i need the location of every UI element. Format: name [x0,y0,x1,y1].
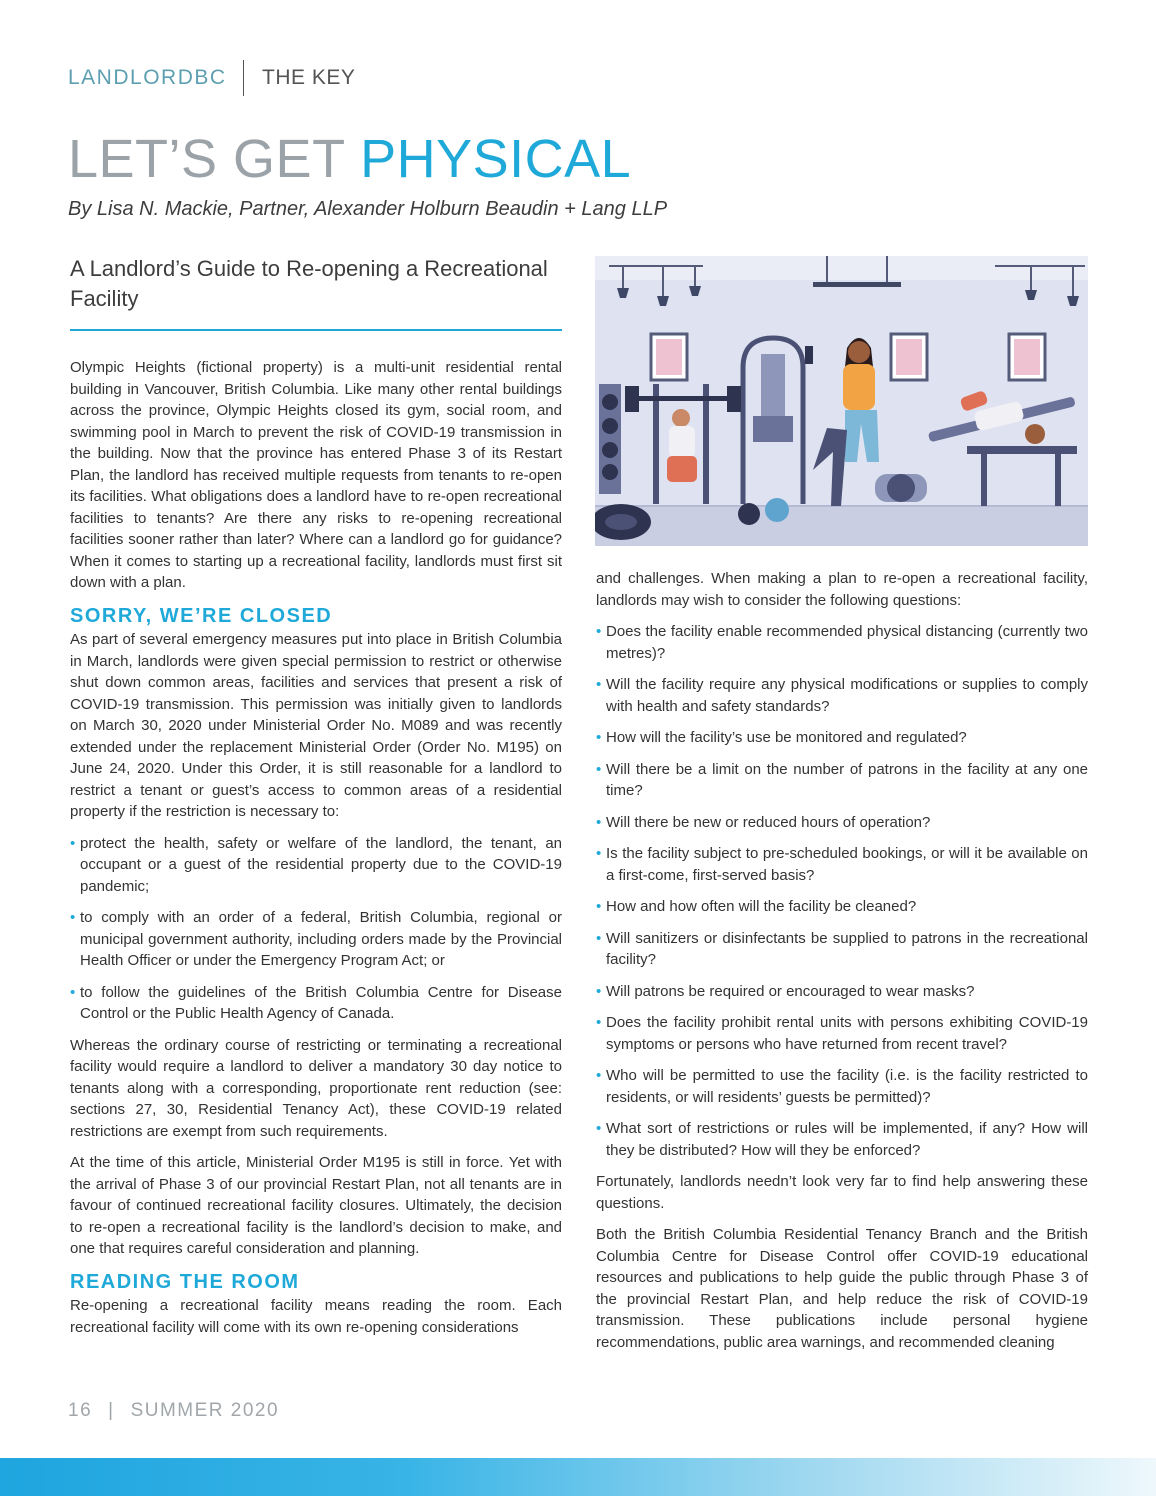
right-column [596,568,1088,1363]
list-item: • Will there be new or reduced hours of operation? [596,812,1088,834]
body-paragraph: As part of several emergency measures put into place in British Columbia in March, landlords were given special permission to restrict or otherwise shut down common areas, facilities and services that present a risk of COVID-19 transmission. This permission was initially given to landlords on March 30, 2020 under Ministerial Order No. M089 and was recently extended under the replacement Ministerial Order (Order No. M195) on June 24, 2020. Under this Order, it is still reasonable for a landlord to restrict a tenant or guest’s access to common areas of a residential property if the restriction is necessary to: [70,631,562,820]
list-item: • to follow the guidelines of the British Columbia Centre for Disease Control or the Public Health Agency of Canada. [70,982,562,1025]
masthead-divider [243,60,245,96]
footer-separator: | [108,1400,115,1421]
section-name: THE KEY [262,66,356,89]
body-paragraph: At the time of this article, Ministerial Order M195 is still in force. Yet with the arrival of Phase 3 of our provincial Restart Plan, not all tenants are in favour of continued recreational facility closures. Ultimately, the decision to re-open a recreational facility is the landlord’s decision to make, and one that requires careful consideration and planning. [70,1154,562,1257]
list-item: • to comply with an order of a federal, British Columbia, regional or municipal government authority, including orders made by the Provincial Health Officer or under the Emergency Program Act; or [70,907,562,972]
list-item: • Does the facility enable recommended physical distancing (currently two metres)? [596,621,1088,664]
body-paragraph: Re-opening a recreational facility means reading the room. Each recreational facility will come with its own re-opening considerations [70,1297,562,1336]
list-item: • Will there be a limit on the number of patrons in the facility at any one time? [596,759,1088,802]
section-heading-reading: READING THE ROOM [70,1270,300,1293]
section-heading-closed: SORRY, WE’RE CLOSED [70,604,333,627]
headline-highlight: PHYSICAL [360,129,632,189]
list-item: • Who will be permitted to use the facility (i.e. is the facility restricted to residents, or will residents’ guests be permitted)? [596,1065,1088,1108]
left-column [70,357,562,1348]
body-paragraph: Both the British Columbia Residential Tenancy Branch and the British Columbia Centre for Disease Control offer COVID-19 educational resources and publications to help guide the public through Phase 3 of the provincial Restart Plan, and help reduce the risk of COVID-19 transmission. These publications include personal hygiene recommendations, public area warnings, and recommended cleaning [596,1226,1088,1351]
brand-logo: LANDLORDBC [68,66,227,89]
question-list [596,621,1088,1161]
page-footer [68,1400,279,1422]
list-item: • Will patrons be required or encouraged to wear masks? [596,981,1088,1003]
body-paragraph: and challenges. When making a plan to re-open a recreational facility, landlords may wish to consider the following questions: [596,570,1088,609]
headline-prefix: LET’S GET [68,129,361,189]
subtitle-divider [70,329,562,331]
article-subtitle: A Landlord’s Guide to Re-opening a Recreational Facility [70,256,548,311]
byline: By Lisa N. Mackie, Partner, Alexander Holburn Beaudin + Lang LLP [68,198,668,220]
page-number: 16 [68,1400,93,1421]
list-item: • How and how often will the facility be cleaned? [596,896,1088,918]
masthead [68,60,355,96]
body-paragraph: Whereas the ordinary course of restricting or terminating a recreational facility would require a landlord to deliver a mandatory 30 day notice to tenants along with a corresponding, proportionate rent reduction (see: sections 27, 30, Residential Tenancy Act), these COVID-19 related restrictions are exempt from such requirements. [70,1036,562,1140]
list-item: • Will sanitizers or disinfectants be supplied to patrons in the recreational facility? [596,928,1088,971]
issue-label: SUMMER 2020 [130,1400,280,1421]
body-paragraph: Fortunately, landlords needn’t look very far to find help answering these questions. [596,1173,1088,1212]
article-headline [68,128,631,190]
list-item: • Does the facility prohibit rental units with persons exhibiting COVID-19 symptoms or persons who have returned from recent travel? [596,1012,1088,1055]
gym-illustration [595,256,1088,546]
restriction-list [70,833,562,1025]
list-item: • What sort of restrictions or rules will be implemented, if any? How will they be distributed? How will they be enforced? [596,1118,1088,1161]
list-item: • Will the facility require any physical modifications or supplies to comply with health and safety standards? [596,674,1088,717]
list-item: • Is the facility subject to pre-scheduled bookings, or will it be available on a first-come, first-served basis? [596,843,1088,886]
intro-paragraph: Olympic Heights (fictional property) is a multi-unit residential rental building in Vancouver, British Columbia. Like many other rental buildings across the province, Olympic Heights closed its gym, social room, and swimming pool in March to prevent the risk of COVID-19 transmission in the building. Now that the province has entered Phase 3 of its Restart Plan, the landlord has received multiple requests from tenants to re-open its facilities. What obligations does a landlord have to re-open recreational facilities to tenants? Are there any risks to re-opening recreational facilities sooner rather than later? Where can a landlord go for guidance? When it comes to starting up a recreational facility, landlords must first sit down with a plan. [70,359,562,591]
list-item: • How will the facility’s use be monitored and regulated? [596,727,1088,749]
list-item: • protect the health, safety or welfare of the landlord, the tenant, an occupant or a guest of the residential property due to the COVID-19 pandemic; [70,833,562,898]
footer-color-band [0,1458,1156,1496]
